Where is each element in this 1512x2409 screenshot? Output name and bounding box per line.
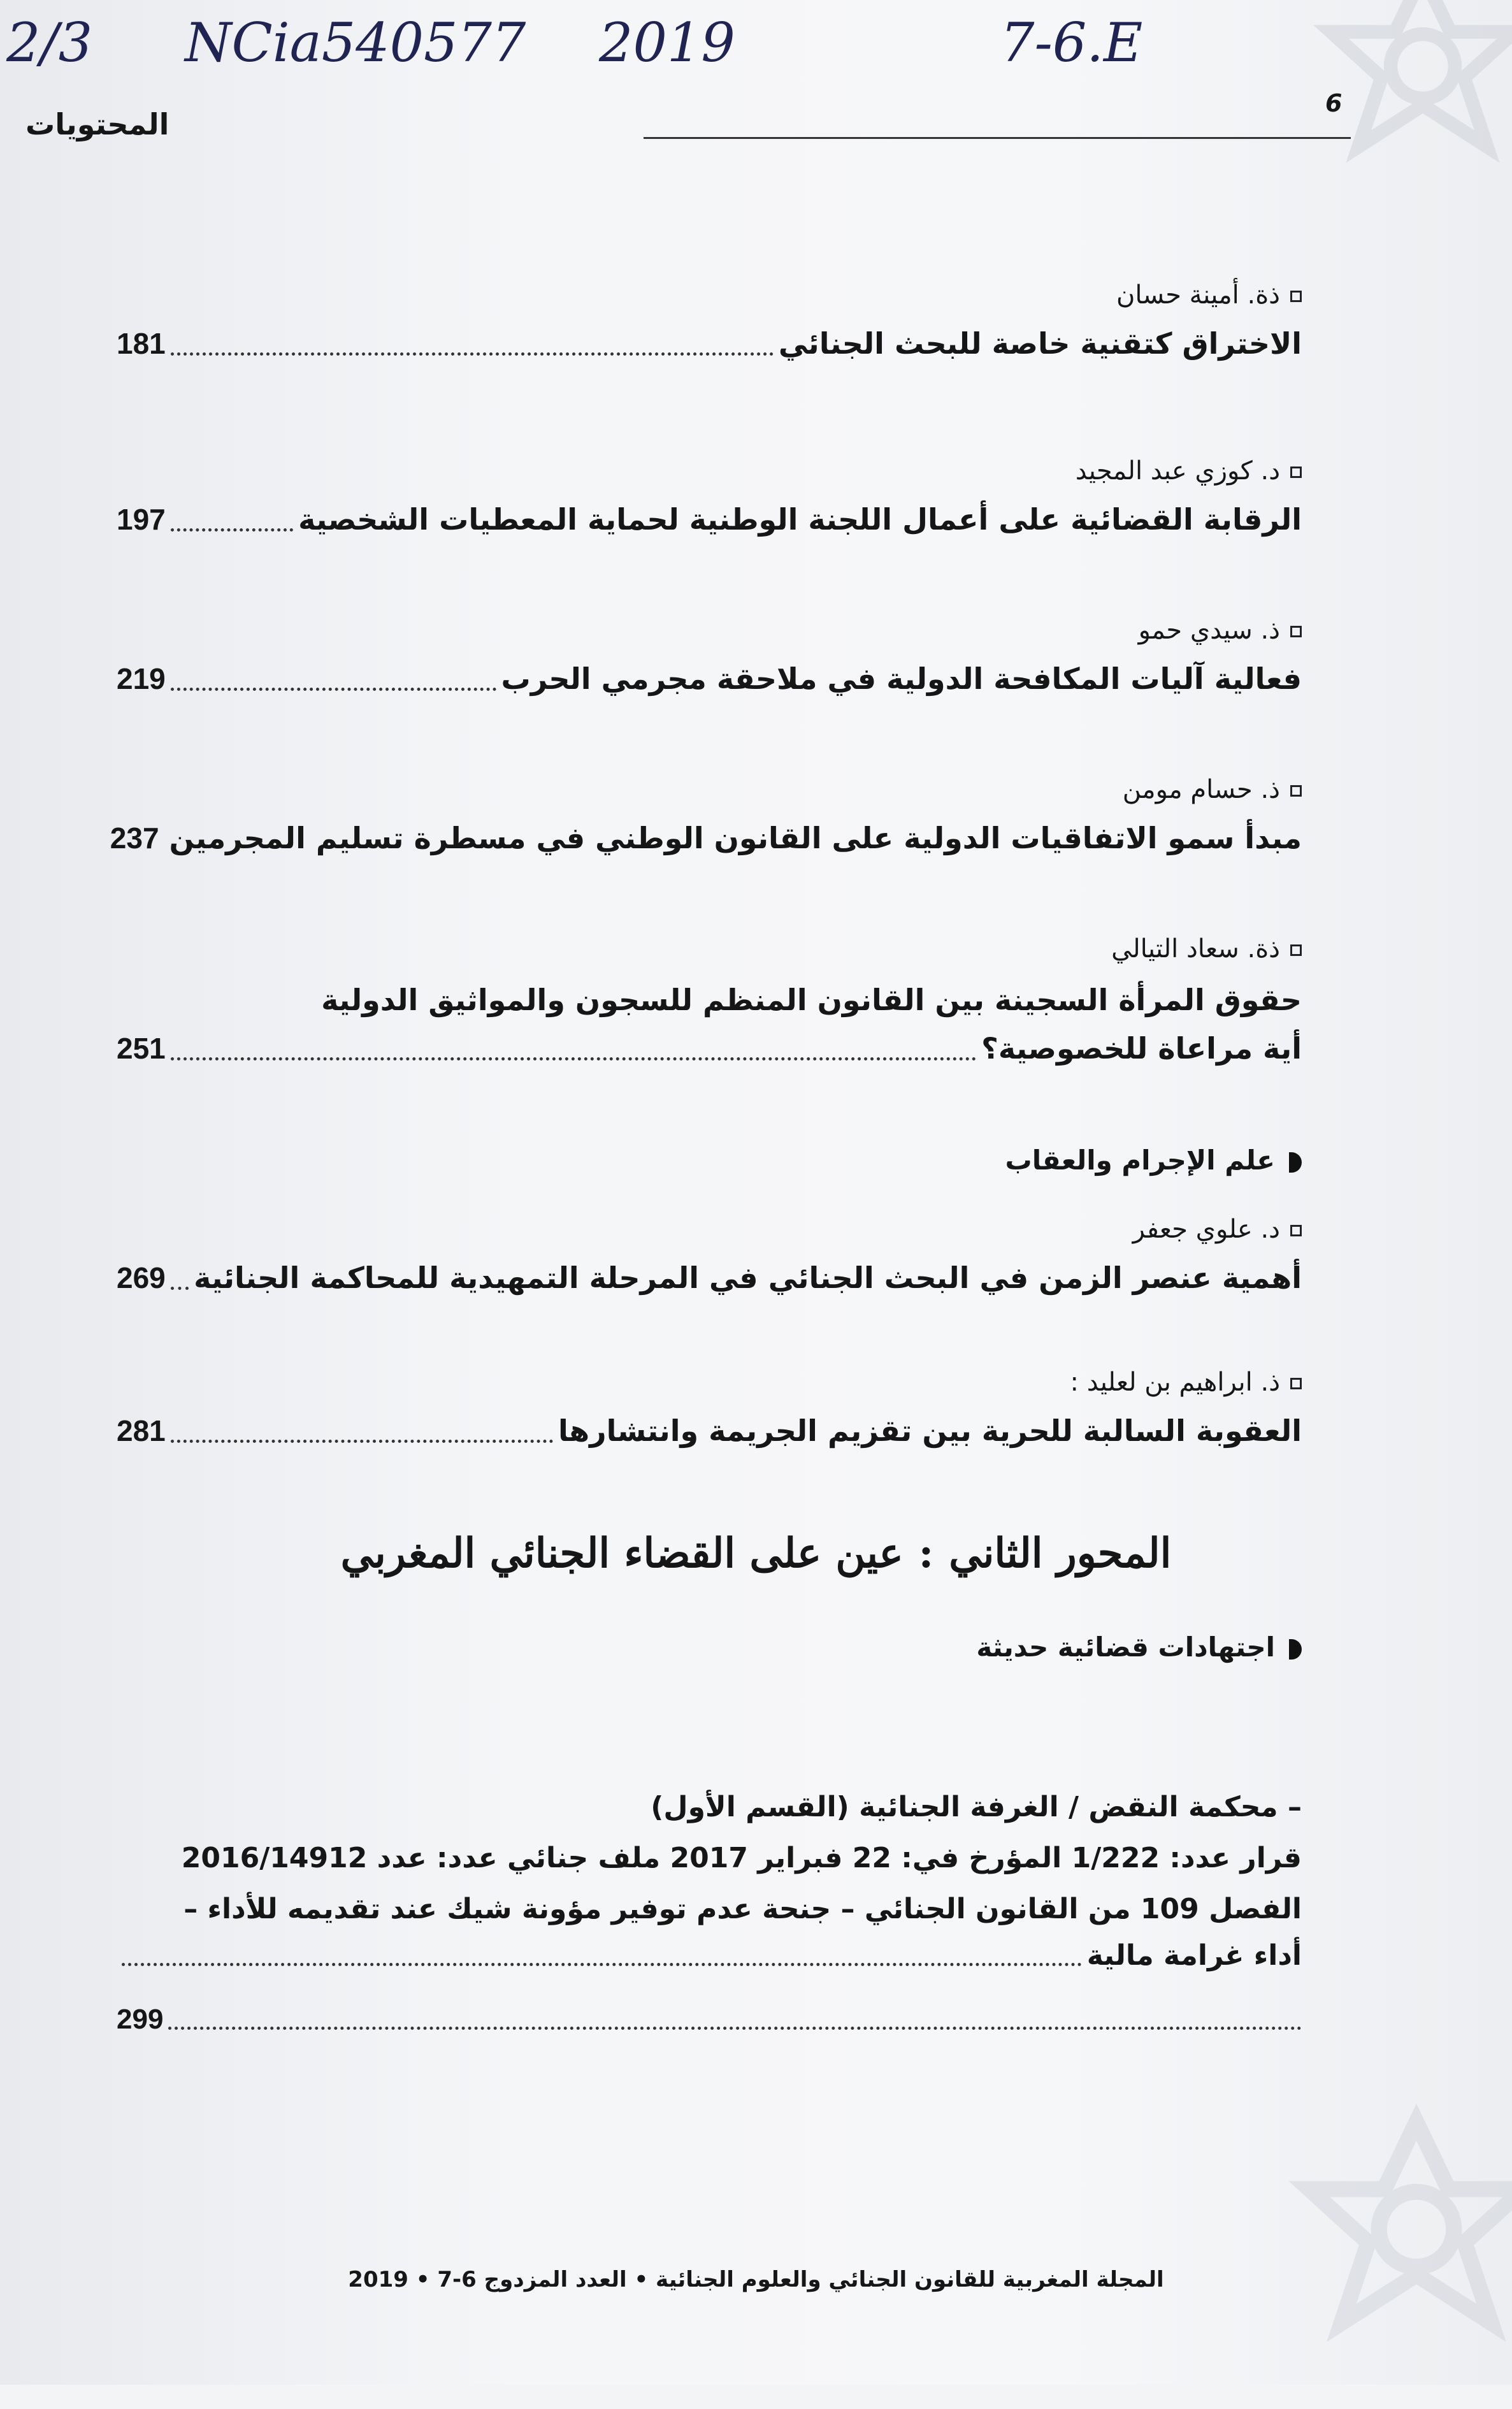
entry-title: العقوبة السالبة للحرية بين تقزيم الجريمة وانتشارها — [558, 1414, 1302, 1448]
entry-title: أية مراعاة للخصوصية؟ — [981, 1031, 1302, 1066]
section-heading: علم الإجرام والعقاب — [1005, 1145, 1302, 1176]
handwritten-issue: 7-6.E — [1000, 11, 1143, 74]
entry-author: ذة. أمينة حسان — [1116, 280, 1302, 310]
court-line: – محكمة النقض / الغرفة الجنائية (القسم الأول) — [651, 1791, 1302, 1823]
entry-title: فعالية آليات المكافحة الدولية في ملاحقة مجرمي الحرب — [501, 662, 1302, 696]
toc-entry — [110, 762, 1302, 922]
entry-line[interactable] — [117, 325, 1302, 363]
table-of-contents — [110, 268, 1302, 1514]
leader-dots — [171, 528, 293, 532]
axis-colon: : — [918, 1530, 934, 1577]
journal-footer — [0, 2262, 1512, 2297]
entry-line[interactable] — [110, 820, 1302, 858]
summary-line: الفصل 109 من القانون الجنائي – جنحة عدم توفير مؤونة شيك عند تقديمه للأداء – — [184, 1893, 1302, 1925]
toc-entry — [117, 268, 1302, 444]
handwritten-note — [6, 11, 1217, 82]
square-bullet-icon — [1290, 785, 1302, 797]
square-bullet-icon — [1290, 467, 1302, 478]
axis-subtitle: عين على القضاء الجنائي المغربي — [340, 1530, 904, 1577]
entry-line[interactable] — [117, 1412, 1302, 1450]
entry-line[interactable] — [117, 2001, 1302, 2037]
leader-dots — [171, 1287, 189, 1290]
square-bullet-icon — [1290, 626, 1302, 637]
entry-line[interactable] — [117, 1937, 1302, 1974]
entry-line[interactable] — [117, 660, 1302, 698]
handwritten-code: NCia540577 — [185, 11, 526, 74]
toc-entry — [117, 603, 1302, 762]
toc-entry — [117, 444, 1302, 603]
entry-title: الرقابة القضائية على أعمال اللجنة الوطنية لحماية المعطيات الشخصية — [298, 502, 1302, 537]
square-bullet-icon — [1290, 291, 1302, 302]
entry-line[interactable] — [117, 501, 1302, 539]
section-marker-icon — [1289, 1152, 1302, 1173]
axis-title — [0, 1530, 1512, 1577]
section-block — [117, 1138, 1302, 1202]
decision-line: قرار عدد: 1/222 المؤرخ في: 22 فبراير 2017 ملف جنائي عدد: عدد 2016/14912 — [181, 1842, 1302, 1874]
handwritten-year: 2019 — [599, 11, 735, 74]
entry-author: ذ. ابراهيم بن لعليد : — [1070, 1368, 1302, 1397]
entry-page: 269 — [117, 1261, 166, 1294]
section-heading: اجتهادات قضائية حديثة — [976, 1631, 1302, 1663]
entry-line[interactable] — [117, 1030, 1302, 1068]
handwritten-fraction: 2/3 — [6, 11, 93, 74]
entry-page: 197 — [117, 503, 166, 536]
entry-author: د. كوزي عبد المجيد — [1076, 456, 1302, 486]
entry-title: الاختراق كتقنية خاصة للبحث الجنائي — [778, 326, 1302, 361]
entry-page: 237 — [110, 821, 159, 855]
leader-dots — [171, 688, 496, 691]
entry-page: 281 — [117, 1414, 166, 1447]
star-ornament-icon — [1283, 2103, 1512, 2409]
leader-dots — [122, 1963, 1082, 1966]
toc-entry — [117, 1355, 1302, 1514]
entry-title: أداء غرامة مالية — [1086, 1939, 1302, 1972]
toc-entry — [117, 922, 1302, 1138]
leader-dots — [168, 2027, 1302, 2030]
running-title: المحتويات — [25, 107, 169, 141]
footer-line: المجلة المغربية للقانون الجنائي والعلوم الجنائية • العدد المزدوج 6-7 • 2019 — [348, 2267, 1164, 2292]
square-bullet-icon — [1290, 944, 1302, 956]
entry-page: 181 — [117, 327, 166, 360]
square-bullet-icon — [1290, 1378, 1302, 1389]
header-rule — [644, 137, 1351, 139]
toc-entry — [117, 1202, 1302, 1355]
page-number: 6 — [1325, 89, 1343, 117]
entry-title-line: حقوق المرأة السجينة بين القانون المنظم للسجون والمواثيق الدولية — [321, 983, 1302, 1017]
entry-page: 251 — [117, 1032, 166, 1065]
section-marker-icon — [1289, 1639, 1302, 1660]
square-bullet-icon — [1290, 1225, 1302, 1236]
entry-author: ذ. سيدي حمو — [1139, 616, 1302, 645]
entry-line[interactable] — [117, 1259, 1302, 1298]
entry-page: 219 — [117, 662, 166, 695]
entry-author: د. علوي جعفر — [1133, 1215, 1302, 1244]
entry-page: 299 — [117, 2004, 164, 2035]
axis-label: المحور الثاني — [949, 1530, 1172, 1577]
entry-author: ذة. سعاد التيالي — [1111, 934, 1302, 964]
entry-author: ذ. حسام مومن — [1123, 775, 1302, 804]
leader-dots — [171, 352, 774, 356]
leader-dots — [171, 1440, 553, 1443]
entry-title: أهمية عنصر الزمن في البحث الجنائي في المرحلة التمهيدية للمحاكمة الجنائية — [194, 1261, 1302, 1295]
entry-title: مبدأ سمو الاتفاقيات الدولية على القانون الوطني في مسطرة تسليم المجرمين — [169, 821, 1302, 855]
leader-dots — [171, 1057, 976, 1060]
